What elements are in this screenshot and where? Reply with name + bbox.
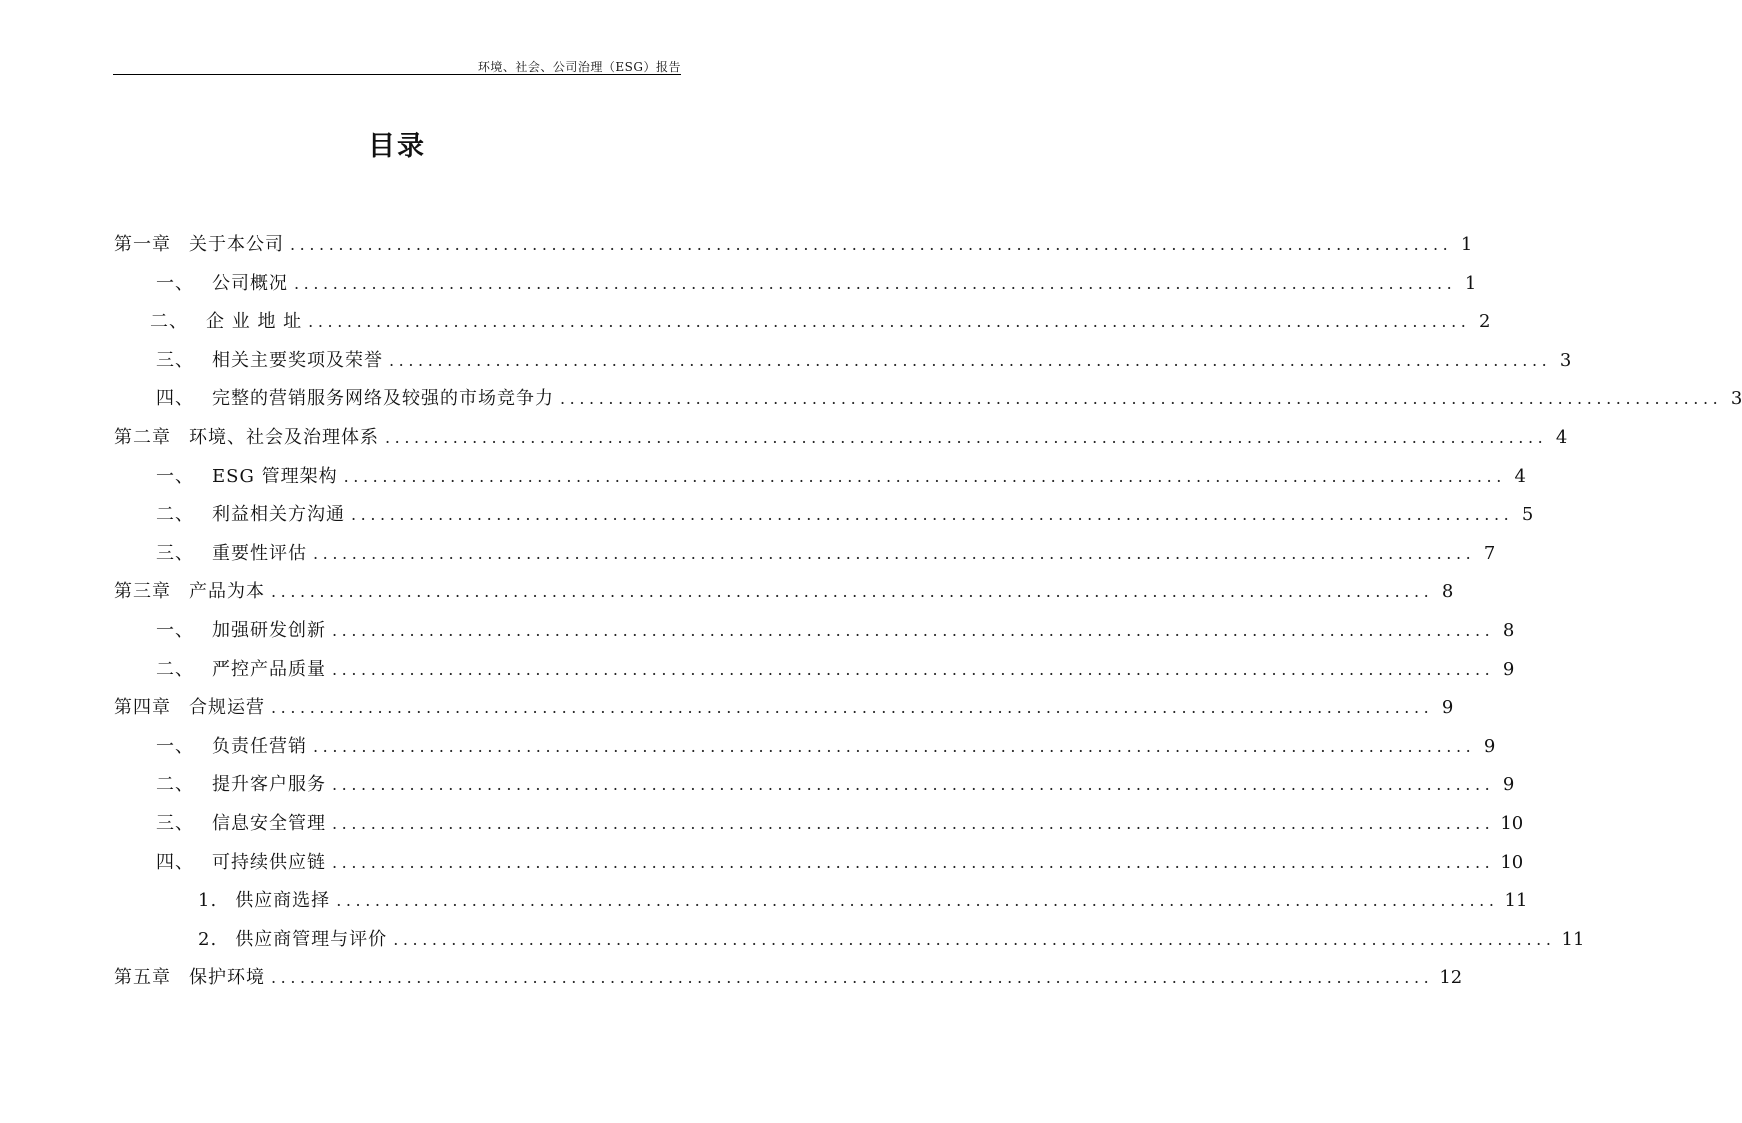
toc-entry-number: 二、 [156, 504, 194, 526]
toc-entry-number: 一、 [156, 619, 194, 641]
toc-entry[interactable] [114, 342, 1572, 381]
toc-entry-number: 一、 [156, 272, 194, 294]
toc-entry-label: 信息安全管理 [212, 812, 326, 834]
toc-entry-label: 可持续供应链 [212, 851, 326, 873]
toc-entry-page: 9 [1502, 658, 1515, 680]
toc-entry[interactable] [114, 959, 1463, 998]
toc-entry-label: 相关主要奖项及荣誉 [212, 349, 383, 371]
toc-entry-label: 企 业 地 址 [206, 311, 303, 333]
header-text: 环境、社会、公司治理（ESG）报告 [477, 60, 681, 74]
toc-entry[interactable] [114, 496, 1534, 535]
toc-entry[interactable] [114, 303, 1491, 342]
dot-leader: ........................................................................................................................ [290, 235, 1453, 254]
table-of-contents [114, 226, 1742, 998]
toc-entry-number: 2. [198, 928, 218, 950]
dot-leader: ........................................................................................................................ [271, 698, 1434, 718]
toc-entry-label: 提升客户服务 [212, 774, 326, 796]
toc-entry-number: 1. [198, 890, 218, 912]
toc-entry-page: 1 [1464, 272, 1477, 294]
toc-entry-page: 8 [1502, 619, 1515, 641]
toc-entry-number: 第二章 [114, 426, 171, 448]
toc-entry[interactable] [114, 728, 1496, 767]
toc-entry-page: 4 [1555, 426, 1568, 448]
toc-entry[interactable] [114, 573, 1454, 612]
toc-entry-number: 三、 [156, 349, 194, 371]
dot-leader: ........................................................................................................................ [332, 852, 1495, 872]
toc-entry[interactable] [114, 766, 1515, 805]
dot-leader: ........................................................................................................................ [560, 389, 1723, 409]
toc-entry-label: 加强研发创新 [212, 619, 326, 641]
toc-entry-number: 第四章 [114, 697, 171, 719]
toc-entry-page: 3 [1559, 349, 1572, 371]
toc-entry-page: 10 [1500, 851, 1524, 873]
toc-entry-page: 11 [1504, 890, 1528, 912]
toc-entry-label: 供应商管理与评价 [235, 928, 388, 950]
toc-entry-page: 8 [1441, 581, 1454, 603]
toc-entry-label: 公司概况 [212, 272, 288, 294]
toc-entry-label: 产品为本 [189, 581, 265, 603]
dot-leader: ........................................................................................................................ [332, 813, 1495, 833]
toc-entry-label: 重要性评估 [212, 542, 307, 564]
toc-entry-number: 三、 [156, 542, 194, 564]
toc-entry-number: 一、 [156, 735, 194, 757]
toc-entry-page: 11 [1561, 928, 1585, 950]
dot-leader: ........................................................................................................................ [385, 427, 1548, 447]
toc-entry-label: 严控产品质量 [212, 658, 326, 680]
toc-entry-number: 二、 [156, 658, 194, 680]
toc-entry[interactable] [114, 380, 1742, 419]
dot-leader: ........................................................................................................................ [332, 775, 1495, 795]
dot-leader: ........................................................................................................................ [294, 273, 1457, 293]
toc-entry-page: 3 [1730, 388, 1742, 410]
toc-entry-page: 12 [1439, 967, 1463, 989]
toc-entry-label: 保护环境 [189, 967, 265, 989]
toc-entry[interactable] [114, 226, 1473, 265]
toc-entry[interactable] [114, 458, 1526, 497]
dot-leader: ........................................................................................................................ [336, 891, 1499, 911]
dot-leader: ........................................................................................................................ [393, 929, 1556, 949]
toc-entry-number: 第三章 [114, 581, 171, 603]
dot-leader: ........................................................................................................................ [313, 543, 1476, 563]
toc-entry-page: 4 [1514, 465, 1526, 487]
dot-leader: ........................................................................................................................ [308, 312, 1471, 332]
toc-entry[interactable] [114, 651, 1515, 690]
toc-entry-page: 2 [1479, 311, 1491, 333]
dot-leader: ........................................................................................................................ [271, 968, 1434, 988]
toc-entry-number: 二、 [150, 311, 188, 333]
dot-leader: ........................................................................................................................ [343, 466, 1506, 486]
dot-leader: ........................................................................................................................ [332, 659, 1495, 679]
dot-leader: ........................................................................................................................ [389, 350, 1552, 370]
toc-entry-page: 1 [1460, 234, 1473, 255]
page-header [113, 56, 681, 75]
page-title: 目录 [368, 131, 426, 162]
toc-entry[interactable] [114, 689, 1454, 728]
toc-entry[interactable] [114, 265, 1477, 304]
toc-entry-label: 供应商选择 [235, 890, 331, 912]
toc-entry[interactable] [114, 844, 1524, 883]
toc-entry-page: 10 [1500, 812, 1524, 834]
toc-entry[interactable] [114, 612, 1515, 651]
toc-entry-page: 9 [1502, 774, 1515, 796]
toc-entry-label: ESG 管理架构 [212, 465, 338, 487]
toc-entry-page: 5 [1521, 504, 1534, 526]
dot-leader: ........................................................................................................................ [271, 582, 1434, 602]
toc-entry-number: 四、 [156, 851, 194, 873]
toc-entry[interactable] [114, 882, 1528, 921]
toc-entry-page: 9 [1441, 697, 1454, 719]
dot-leader: ........................................................................................................................ [313, 736, 1476, 756]
toc-entry[interactable] [114, 419, 1568, 458]
toc-entry-label: 环境、社会及治理体系 [189, 426, 379, 448]
toc-entry-label: 负责任营销 [212, 735, 307, 757]
dot-leader: ........................................................................................................................ [332, 620, 1495, 640]
dot-leader: ........................................................................................................................ [351, 505, 1514, 525]
toc-entry-page: 7 [1483, 542, 1496, 564]
toc-entry-number: 第一章 [114, 234, 171, 255]
toc-entry-label: 合规运营 [189, 697, 265, 719]
toc-entry-number: 四、 [156, 388, 194, 410]
toc-entry[interactable] [114, 921, 1585, 960]
toc-entry[interactable] [114, 805, 1524, 844]
toc-entry-label: 利益相关方沟通 [212, 504, 345, 526]
toc-entry[interactable] [114, 535, 1496, 574]
toc-entry-page: 9 [1483, 735, 1496, 757]
toc-entry-number: 三、 [156, 812, 194, 834]
toc-entry-number: 一、 [156, 465, 194, 487]
toc-entry-label: 完整的营销服务网络及较强的市场竞争力 [212, 388, 554, 410]
toc-entry-number: 第五章 [114, 967, 171, 989]
toc-entry-number: 二、 [156, 774, 194, 796]
toc-entry-label: 关于本公司 [189, 234, 284, 255]
